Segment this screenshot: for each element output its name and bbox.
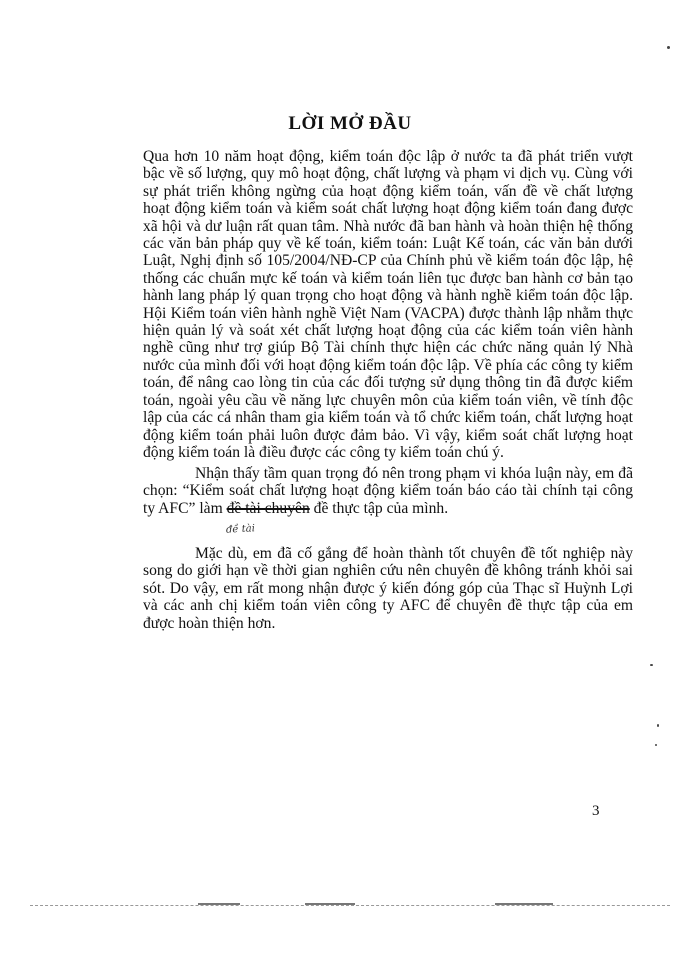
scan-edge-mark [198, 903, 240, 905]
scan-edge-mark [305, 903, 355, 905]
scan-speck [667, 46, 670, 49]
scan-speck [650, 664, 653, 666]
paragraph-topic-text-before: Nhận thấy tầm quan trọng đó nên trong phạm vi khóa luận này, em đã chọn: “Kiểm soát chất lượng hoạt động kiểm toán báo cáo tài chính tại công ty AFC” làm [143, 465, 633, 517]
paragraph-intro: Qua hơn 10 năm hoạt động, kiểm toán độc lập ở nước ta đã phát triển vượt bậc về số lượng, quy mô hoạt động, chất lượng và phạm vi dịch vụ. Cùng với sự phát triển không ngừng của hoạt động kiểm toán, vấn đề về chất lượng hoạt động kiểm toán và kiểm soát chất lượng hoạt động kiểm toán đang được xã hội và dư luận rất quan tâm. Nhà nước đã ban hành và hoàn thiện hệ thống các văn bản pháp quy về kế toán, kiểm toán: Luật Kế toán, các văn bản dưới Luật, Nghị định số 105/2004/NĐ-CP của Chính phủ về kiểm toán độc lập, hệ thống các chuẩn mực kế toán và kiểm toán liên tục được ban hành cơ bản tạo hành lang pháp lý quan trọng cho hoạt động và hành nghề kiểm toán độc lập. Hội Kiểm toán viên hành nghề Việt Nam (VACPA) được thành lập nhằm thực hiện quản lý và soát xét chất lượng hoạt động của các kiểm toán viên hành nghề cũng như trợ giúp Bộ Tài chính thực hiện các chức năng quản lý Nhà nước của mình đối với hoạt động kiểm toán độc lập. Về phía các công ty kiểm toán, để nâng cao lòng tin của các đối tượng sử dụng thông tin đã được kiểm toán, ngoài yêu cầu về năng lực chuyên môn của kiểm toán viên, về tính độc lập của các cá nhân tham gia kiểm toán và tổ chức kiểm toán, chất lượng hoạt động kiểm toán phải luôn được đảm bảo. Vì vậy, kiểm soát chất lượng hoạt động kiểm toán là điều được các công ty kiểm toán chú ý. [143, 148, 633, 461]
scan-speck [655, 744, 657, 746]
paragraph-topic-text-after: đề thực tập của mình. [309, 499, 449, 517]
handwritten-correction: đề tài [225, 523, 256, 536]
scan-edge-mark [495, 903, 553, 905]
document-title: LỜI MỞ ĐẦU [288, 113, 412, 134]
page-number: 3 [592, 803, 600, 819]
scan-edge-line [30, 905, 670, 906]
paragraph-acknowledgement: Mặc dù, em đã cố gắng để hoàn thành tốt chuyên đề tốt nghiệp này song do giới hạn về thời gian nghiên cứu nên chuyên đề không tránh khỏi sai sót. Do vậy, em rất mong nhận được ý kiến đóng góp của Thạc sĩ Huỳnh Lợi và các anh chị kiểm toán viên công ty AFC để chuyên đề thực tập của em được hoàn thiện hơn. [143, 545, 633, 632]
scan-speck [657, 724, 659, 727]
paragraph-topic [143, 465, 633, 517]
struck-through-text: đề tài chuyên [226, 499, 310, 517]
